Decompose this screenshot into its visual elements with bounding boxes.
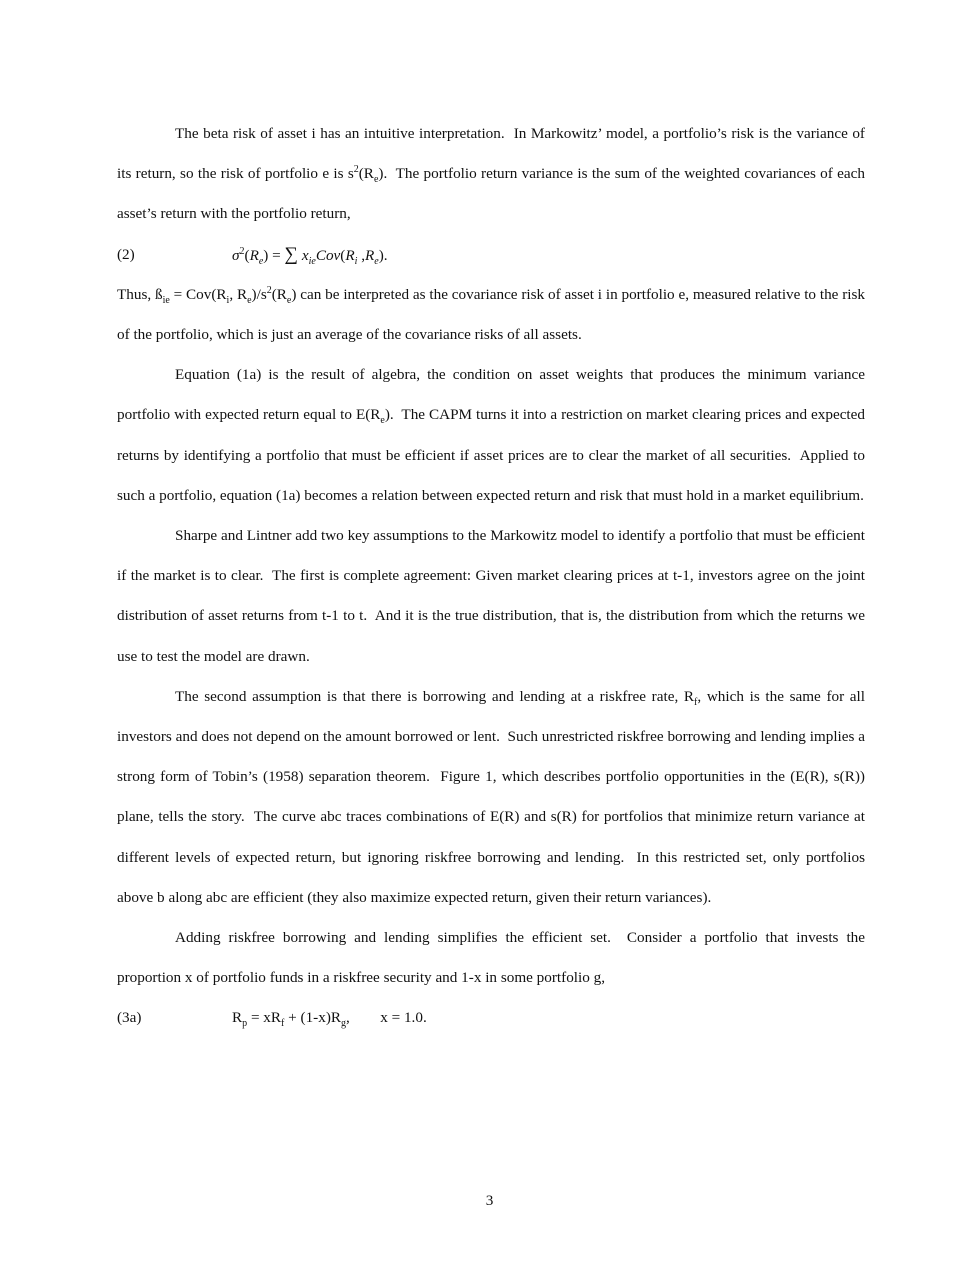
equation-body: $\sigma^2(R_e)$ = ∑ $x_{ie}Cov(R_i$ $,R_e$).: [232, 243, 388, 267]
equation-body: $R_p = xR_f + (1-x)R_g$, x = 1.0.: [232, 1009, 427, 1030]
paragraph-efficient-set: Adding riskfree borrowing and lending simplifies the efficient set. Consider a portfolio that invests the proportion x of portfolio funds in a riskfree security and 1-x in some portfolio g,: [117, 929, 865, 987]
page-number: 3: [485, 1192, 494, 1209]
page-body: [117, 114, 865, 1039]
equation-number: (2): [117, 245, 135, 263]
paragraph-assumptions: Sharpe and Lintner add two key assumptions to the Markowitz model to identify a portfolio that must be efficient if the market is to clear. The first is complete agreement: Given market clearing prices at t-1, investors agree on the joint distribution of asset returns from t-1 to t. And it is the true distribution, that is, the distribution from which the returns we use to test the model are drawn.: [117, 527, 865, 665]
equation-number: (3a): [117, 1009, 142, 1027]
paragraph-beta-risk: The beta risk of asset i has an intuitive interpretation. In Markowitz’ model, a portfolio’s risk is the variance of its return, so the risk of portfolio e is $s^2(R_e)$. The portfolio return variance is the sum of the weighted covariances of each asset’s return with the portfolio return,: [117, 125, 865, 223]
equation-3a: [117, 998, 865, 1038]
paragraph-covariance-risk: Thus, $ß_{ie} = Cov(R_i$, $R_e)/s^2(R_e)$ can be interpreted as the covariance risk of asset i in portfolio e, measured relative to the risk of the portfolio, which is just an average of the covariance risks of all assets.: [117, 284, 866, 343]
paragraph-riskfree-rate: The second assumption is that there is borrowing and lending at a riskfree rate, $R_f$, which is the same for all investors and does not depend on the amount borrowed or lent. Such unrestricted riskfree borrowing and lending implies a strong form of Tobin’s (1958) separation theorem. Figure 1, which describes portfolio opportunities in the (E(R), s(R)) plane, tells the story. The curve abc traces combinations of E(R) and s(R) for portfolios that minimize return variance at different levels of expected return, but ignoring riskfree borrowing and lending. In this restricted set, only portfolios above b along abc are efficient (they also maximize expected return, given their return variances).: [117, 687, 865, 906]
equation-2: [117, 235, 865, 275]
paragraph-equation-1a: Equation (1a) is the result of algebra, the condition on asset weights that produces the minimum variance portfolio with expected return equal to $E(R_e)$. The CAPM turns it into a restriction on market clearing prices and expected returns by identifying a portfolio that must be efficient if asset prices are to clear the market of all securities. Applied to such a portfolio, equation (1a) becomes a relation between expected return and risk that must hold in a market equilibrium.: [117, 366, 865, 504]
